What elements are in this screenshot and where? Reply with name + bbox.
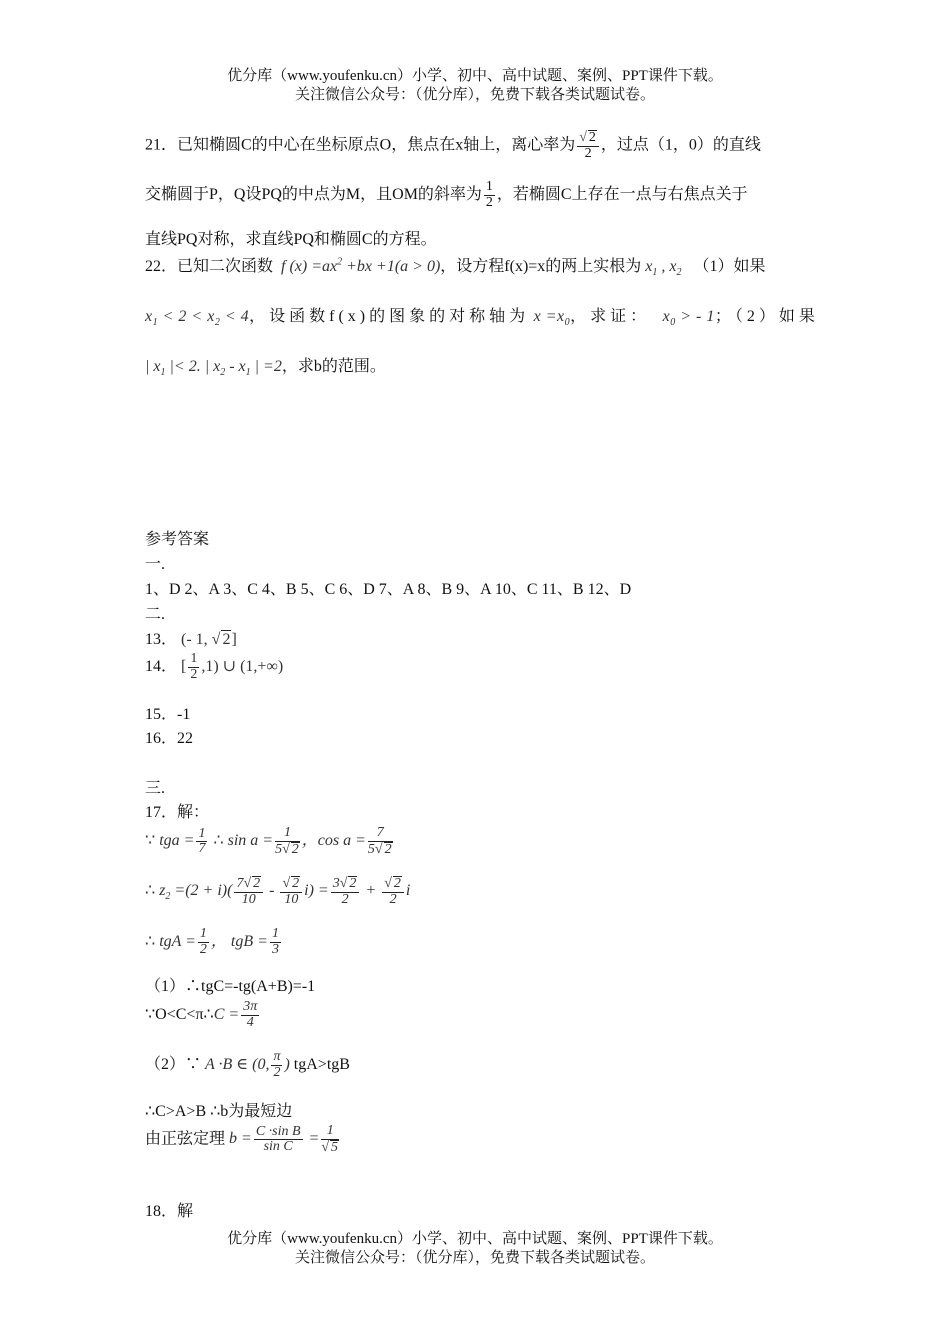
step-1-formula: ∵ tga = $\frac{1}{7}$ ∴ sin a = $\frac{1}{5√ 2}$ ，cos a = $\frac{7}{5√ 2}$ — [145, 825, 392, 857]
quadratic-function-formula: f $(x) =ax^2 +bx +1(a > 0)$ — [281, 256, 441, 275]
header-line-1: 优分库（www.youfenku.cn）小学、初中、高中试题、案例、PPT课件下载。 — [227, 68, 723, 84]
answer-17-step-2 — [145, 876, 410, 907]
answer-14 — [145, 652, 283, 682]
sine-rule-formula: b = $\frac{\text{C ·sin B}}{\text{sin C}}$ = $\frac{1}{√ 5}$ — [229, 1123, 339, 1155]
answer-17-sine-rule — [145, 1124, 341, 1155]
question-21-line-3: 直线PQ对称，求直线PQ和椭圆C的方程。 — [145, 231, 437, 248]
question-22-line-3 — [145, 353, 386, 378]
axis-formula: $x =x_0$ — [533, 308, 571, 329]
section-1-label: 一. — [145, 556, 166, 573]
answer-13-interval: (- 1, √ 2] — [181, 631, 237, 648]
q22-text-e: ，求证： — [570, 308, 651, 325]
answer-14-interval: [ $\frac{1}{2}$ ,1) ∪ (1,+∞) — [181, 651, 284, 682]
step-3-formula: ∴ tgA = $\frac{1}{2}$ ， tgB = $\frac{1}{3}$ — [145, 926, 279, 957]
multiple-choice-answers: 1、D 2、A 3、C 4、B 5、C 6、D 7、A 8、B 9、A 10、C 11、B 12、D — [145, 581, 632, 598]
roots-x1-x2: $x_1$ , $x_2$ — [645, 258, 682, 279]
part-2-formula: A ·B ∈ (0, $\frac{\pi}{2}$ ) — [205, 1049, 290, 1080]
section-2-label: 二. — [145, 606, 166, 623]
slope-fraction: $\frac{1}{2}$ — [485, 179, 493, 210]
angle-c-text: ∵O<C<π∴ — [145, 1005, 214, 1023]
root-inequality: $x_1 < 2 < x_2 < 4$ — [145, 308, 250, 329]
question-21-line-2 — [145, 180, 748, 210]
answer-17-part-1: （1）∴tgC=-tg(A+B)=-1 — [145, 978, 316, 995]
question-21-line-1 — [145, 130, 761, 161]
q22-text-a: 22．已知二次函数 — [145, 258, 274, 275]
q21-text-b: ，过点（1，0）的直线 — [600, 136, 761, 154]
part-2-text: （2）∵ — [145, 1055, 202, 1073]
question-22-line-1 — [145, 253, 766, 278]
q22-text-b: ，设方程f(x)=x的两上实根为 — [440, 258, 642, 275]
angle-c-formula: C = $\frac{3\pi}{4}$ — [213, 999, 258, 1030]
answer-17-step-1 — [145, 826, 395, 857]
footer-line-1: 优分库（www.youfenku.cn）小学、初中、高中试题、案例、PPT课件下载。 — [227, 1231, 723, 1247]
answer-18-label: 18．解 — [145, 1203, 194, 1220]
answer-17-shortest-side: ∴C>A>B ∴b为最短边 — [145, 1103, 293, 1120]
eccentricity-fraction: $\frac{√ 2}{2}$ — [577, 130, 599, 161]
step-2-formula: ∴ $z_2 =(2 + i)$( $\frac{7√ 2}{10}$ - $\frac{√ 2}{10}$ i) = $\frac{3√ 2}{2}$ + $\frac{√ 2}{2}$ i — [145, 876, 411, 907]
answer-15: 15．-1 — [145, 706, 191, 723]
answer-17-angle-c — [145, 1000, 261, 1030]
answer-13 — [145, 626, 237, 649]
answer-17-label: 17．解： — [145, 804, 210, 821]
q22-text-g: ，求b的范围。 — [281, 358, 386, 375]
answer-17-step-3 — [145, 927, 283, 957]
q21-text-c: 交椭圆于P，Q设PQ的中点为M，且OM的斜率为 — [145, 185, 482, 203]
x0-inequality: $x_0$ > - 1 — [662, 308, 715, 329]
answer-17-part-2 — [145, 1050, 350, 1080]
q21-text-a: 21．已知椭圆C的中心在坐标原点O，焦点在x轴上，离心率为 — [145, 136, 576, 154]
q21-text-d: ，若椭圆C上存在一点与右焦点关于 — [496, 185, 748, 203]
answer-16: 16．22 — [145, 730, 194, 747]
part-2-result: tgA>tgB — [293, 1055, 350, 1073]
q22-text-c: （1）如果 — [693, 258, 766, 275]
answers-title: 参考答案 — [145, 531, 210, 548]
sine-rule-text: 由正弦定理 — [145, 1130, 226, 1148]
answer-14-label: 14． — [145, 657, 178, 675]
q22-text-f: ；（2）如果 — [714, 308, 819, 325]
header-line-2: 关注微信公众号：（优分库），免费下载各类试题试卷。 — [294, 87, 655, 103]
footer-line-2: 关注微信公众号：（优分库），免费下载各类试题试卷。 — [294, 1250, 655, 1266]
abs-condition: | $x_1$ |< 2. | $x_2 - x_1$ | =2 — [145, 358, 282, 379]
q22-text-d: ，设函数f(x)的图象的对称轴为 — [249, 308, 530, 325]
question-22-line-2 — [145, 303, 819, 328]
answer-13-label: 13． — [145, 631, 178, 648]
section-3-label: 三. — [145, 780, 166, 797]
